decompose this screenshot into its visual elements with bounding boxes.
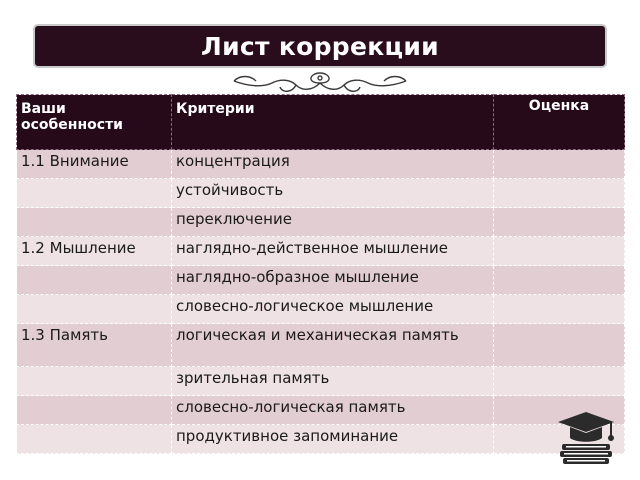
flourish-divider-icon <box>226 69 414 97</box>
table-row <box>17 150 625 179</box>
table-row <box>17 295 625 324</box>
feature-cell <box>17 208 172 237</box>
score-cell[interactable] <box>494 295 625 324</box>
criterion-cell: концентрация <box>172 150 494 179</box>
table-row <box>17 179 625 208</box>
score-cell[interactable] <box>494 237 625 266</box>
score-cell[interactable] <box>494 324 625 367</box>
title-bar <box>33 24 607 68</box>
score-cell[interactable] <box>494 266 625 295</box>
score-cell[interactable] <box>494 150 625 179</box>
correction-table <box>16 94 625 454</box>
feature-cell <box>17 295 172 324</box>
criterion-cell: словесно-логическая память <box>172 396 494 425</box>
table-row <box>17 266 625 295</box>
table-row <box>17 324 625 367</box>
table-row <box>17 367 625 396</box>
table-row <box>17 425 625 454</box>
table-header-row <box>17 95 625 150</box>
table-row <box>17 396 625 425</box>
score-cell[interactable] <box>494 208 625 237</box>
feature-cell <box>17 367 172 396</box>
criterion-cell: зрительная память <box>172 367 494 396</box>
table-row <box>17 237 625 266</box>
table-row <box>17 208 625 237</box>
feature-cell <box>17 425 172 454</box>
header-criteria: Критерии <box>172 95 494 150</box>
criterion-cell: переключение <box>172 208 494 237</box>
criterion-cell: словесно-логическое мышление <box>172 295 494 324</box>
criterion-cell: наглядно-образное мышление <box>172 266 494 295</box>
feature-cell: 1.2 Мышление <box>17 237 172 266</box>
criterion-cell: логическая и механическая память <box>172 324 494 367</box>
score-cell[interactable] <box>494 179 625 208</box>
score-cell[interactable] <box>494 367 625 396</box>
feature-cell <box>17 266 172 295</box>
criterion-cell: продуктивное запоминание <box>172 425 494 454</box>
graduation-cap-books-icon <box>554 408 618 464</box>
header-features: Ваши особенности <box>17 95 172 150</box>
feature-cell <box>17 179 172 208</box>
header-score: Оценка <box>494 95 625 150</box>
criterion-cell: устойчивость <box>172 179 494 208</box>
feature-cell: 1.3 Память <box>17 324 172 367</box>
page-title: Лист коррекции <box>201 31 439 61</box>
criterion-cell: наглядно-действенное мышление <box>172 237 494 266</box>
feature-cell <box>17 396 172 425</box>
feature-cell: 1.1 Внимание <box>17 150 172 179</box>
